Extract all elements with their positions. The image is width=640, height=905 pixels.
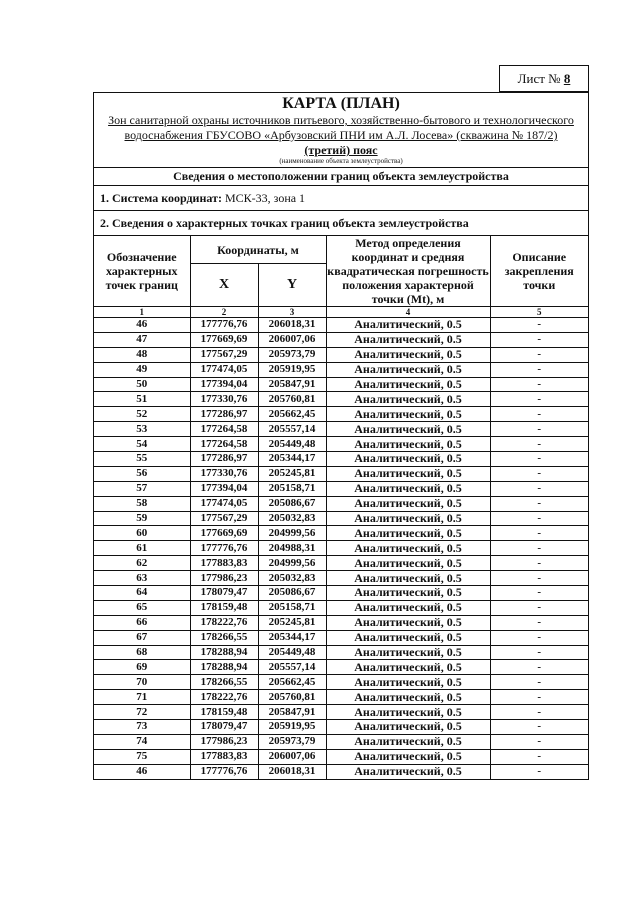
method-cell: Аналитический, 0.5 <box>326 407 490 422</box>
fixing-description-cell: - <box>490 377 588 392</box>
table-row <box>94 377 588 392</box>
y-coordinate-cell: 205973,79 <box>258 347 326 362</box>
section-title: Сведения о местоположении границ объекта землеустройства <box>94 167 588 185</box>
table-row <box>94 332 588 347</box>
table-row <box>94 347 588 362</box>
x-coordinate-cell: 177394,04 <box>190 481 258 496</box>
method-cell: Аналитический, 0.5 <box>326 332 490 347</box>
method-cell: Аналитический, 0.5 <box>326 556 490 571</box>
coordinate-system-value: МСК-33, зона 1 <box>224 191 306 205</box>
y-coordinate-cell: 205158,71 <box>258 481 326 496</box>
point-number-cell: 46 <box>94 764 190 778</box>
point-number-cell: 69 <box>94 660 190 675</box>
fixing-description-cell: - <box>490 318 588 333</box>
y-coordinate-cell: 205344,17 <box>258 630 326 645</box>
method-cell: Аналитический, 0.5 <box>326 690 490 705</box>
method-cell: Аналитический, 0.5 <box>326 466 490 481</box>
x-coordinate-cell: 177883,83 <box>190 749 258 764</box>
method-cell: Аналитический, 0.5 <box>326 720 490 735</box>
y-coordinate-cell: 204999,56 <box>258 526 326 541</box>
fixing-description-cell: - <box>490 481 588 496</box>
table-row <box>94 690 588 705</box>
fixing-description-cell: - <box>490 764 588 778</box>
y-coordinate-cell: 206007,06 <box>258 749 326 764</box>
method-cell: Аналитический, 0.5 <box>326 347 490 362</box>
y-coordinate-cell: 205032,83 <box>258 571 326 586</box>
document-frame <box>93 92 589 780</box>
fixing-description-cell: - <box>490 571 588 586</box>
y-coordinate-cell: 205557,14 <box>258 422 326 437</box>
y-coordinate-cell: 205760,81 <box>258 690 326 705</box>
fixing-description-cell: - <box>490 734 588 749</box>
point-number-cell: 71 <box>94 690 190 705</box>
x-coordinate-cell: 178288,94 <box>190 645 258 660</box>
table-row <box>94 571 588 586</box>
y-coordinate-cell: 206018,31 <box>258 764 326 778</box>
table-row <box>94 630 588 645</box>
sheet-number-box <box>499 65 589 92</box>
point-number-cell: 60 <box>94 526 190 541</box>
method-cell: Аналитический, 0.5 <box>326 615 490 630</box>
point-number-cell: 48 <box>94 347 190 362</box>
method-cell: Аналитический, 0.5 <box>326 318 490 333</box>
x-coordinate-cell: 177474,05 <box>190 496 258 511</box>
point-number-cell: 57 <box>94 481 190 496</box>
fixing-description-cell: - <box>490 720 588 735</box>
col-number: 1 <box>94 307 190 318</box>
y-coordinate-cell: 205919,95 <box>258 362 326 377</box>
point-number-cell: 50 <box>94 377 190 392</box>
x-coordinate-cell: 177264,58 <box>190 437 258 452</box>
table-row <box>94 541 588 556</box>
fixing-description-cell: - <box>490 615 588 630</box>
fixing-description-cell: - <box>490 645 588 660</box>
fixing-description-cell: - <box>490 511 588 526</box>
x-coordinate-cell: 177474,05 <box>190 362 258 377</box>
table-row <box>94 720 588 735</box>
method-cell: Аналитический, 0.5 <box>326 749 490 764</box>
fixing-description-cell: - <box>490 556 588 571</box>
point-number-cell: 72 <box>94 705 190 720</box>
method-cell: Аналитический, 0.5 <box>326 437 490 452</box>
point-number-cell: 51 <box>94 392 190 407</box>
y-coordinate-cell: 205760,81 <box>258 392 326 407</box>
fixing-description-cell: - <box>490 496 588 511</box>
x-coordinate-cell: 177394,04 <box>190 377 258 392</box>
method-cell: Аналитический, 0.5 <box>326 586 490 601</box>
x-coordinate-cell: 177567,29 <box>190 511 258 526</box>
point-number-cell: 65 <box>94 600 190 615</box>
col-desc-header: Описание закрепления точки <box>490 236 588 307</box>
y-coordinate-cell: 206018,31 <box>258 318 326 333</box>
table-row <box>94 526 588 541</box>
point-number-cell: 74 <box>94 734 190 749</box>
method-cell: Аналитический, 0.5 <box>326 600 490 615</box>
col-number: 5 <box>490 307 588 318</box>
x-coordinate-cell: 177776,76 <box>190 541 258 556</box>
fixing-description-cell: - <box>490 660 588 675</box>
method-cell: Аналитический, 0.5 <box>326 422 490 437</box>
point-number-cell: 54 <box>94 437 190 452</box>
method-cell: Аналитический, 0.5 <box>326 645 490 660</box>
x-coordinate-cell: 177986,23 <box>190 734 258 749</box>
col-number: 2 <box>190 307 258 318</box>
table-row <box>94 675 588 690</box>
point-number-cell: 68 <box>94 645 190 660</box>
point-number-cell: 58 <box>94 496 190 511</box>
fixing-description-cell: - <box>490 675 588 690</box>
method-cell: Аналитический, 0.5 <box>326 511 490 526</box>
y-coordinate-cell: 205158,71 <box>258 600 326 615</box>
points-table <box>94 235 588 779</box>
fixing-description-cell: - <box>490 422 588 437</box>
table-row <box>94 734 588 749</box>
table-row <box>94 318 588 333</box>
col-y-header: Y <box>258 264 326 307</box>
point-number-cell: 64 <box>94 586 190 601</box>
y-coordinate-cell: 205032,83 <box>258 511 326 526</box>
y-coordinate-cell: 205557,14 <box>258 660 326 675</box>
zone-label: (третий) пояс <box>304 143 378 157</box>
subtitle-line-1: Зон санитарной охраны источников питьевого, хозяйственно-бытового и технологического <box>108 113 574 127</box>
x-coordinate-cell: 178079,47 <box>190 586 258 601</box>
x-coordinate-cell: 178222,76 <box>190 690 258 705</box>
table-row <box>94 481 588 496</box>
point-number-cell: 46 <box>94 318 190 333</box>
point-number-cell: 47 <box>94 332 190 347</box>
table-row <box>94 615 588 630</box>
x-coordinate-cell: 177286,97 <box>190 452 258 467</box>
method-cell: Аналитический, 0.5 <box>326 496 490 511</box>
fixing-description-cell: - <box>490 705 588 720</box>
y-coordinate-cell: 205245,81 <box>258 466 326 481</box>
point-number-cell: 59 <box>94 511 190 526</box>
y-coordinate-cell: 205662,45 <box>258 407 326 422</box>
table-row <box>94 511 588 526</box>
fixing-description-cell: - <box>490 332 588 347</box>
point-number-cell: 49 <box>94 362 190 377</box>
sheet-label: Лист № <box>517 71 561 86</box>
points-title: 2. Сведения о характерных точках границ объекта землеустройства <box>94 210 588 235</box>
document-title: КАРТА (ПЛАН) <box>282 95 400 112</box>
fixing-description-cell: - <box>490 526 588 541</box>
table-row <box>94 645 588 660</box>
x-coordinate-cell: 177330,76 <box>190 392 258 407</box>
table-row <box>94 600 588 615</box>
table-row <box>94 705 588 720</box>
x-coordinate-cell: 178079,47 <box>190 720 258 735</box>
document-header <box>94 93 588 167</box>
y-coordinate-cell: 205847,91 <box>258 705 326 720</box>
sheet-number: 8 <box>563 71 571 86</box>
y-coordinate-cell: 205847,91 <box>258 377 326 392</box>
table-row <box>94 437 588 452</box>
table-row <box>94 407 588 422</box>
col-number: 3 <box>258 307 326 318</box>
x-coordinate-cell: 178288,94 <box>190 660 258 675</box>
point-number-cell: 75 <box>94 749 190 764</box>
method-cell: Аналитический, 0.5 <box>326 675 490 690</box>
point-number-cell: 66 <box>94 615 190 630</box>
x-coordinate-cell: 178266,55 <box>190 675 258 690</box>
table-row <box>94 660 588 675</box>
fixing-description-cell: - <box>490 437 588 452</box>
method-cell: Аналитический, 0.5 <box>326 705 490 720</box>
method-cell: Аналитический, 0.5 <box>326 481 490 496</box>
fixing-description-cell: - <box>490 630 588 645</box>
fixing-description-cell: - <box>490 586 588 601</box>
method-cell: Аналитический, 0.5 <box>326 734 490 749</box>
y-coordinate-cell: 205344,17 <box>258 452 326 467</box>
x-coordinate-cell: 177883,83 <box>190 556 258 571</box>
col-number: 4 <box>326 307 490 318</box>
method-cell: Аналитический, 0.5 <box>326 630 490 645</box>
col-method-header: Метод определения координат и средняя квадратическая погрешность положения характерной точки (Mt), м <box>327 236 489 306</box>
x-coordinate-cell: 178159,48 <box>190 600 258 615</box>
x-coordinate-cell: 177776,76 <box>190 318 258 333</box>
table-row <box>94 556 588 571</box>
fixing-description-cell: - <box>490 347 588 362</box>
table-row <box>94 362 588 377</box>
x-coordinate-cell: 177986,23 <box>190 571 258 586</box>
method-cell: Аналитический, 0.5 <box>326 377 490 392</box>
point-number-cell: 67 <box>94 630 190 645</box>
x-coordinate-cell: 177669,69 <box>190 526 258 541</box>
subtitle-line-2: водоснабжения ГБУСОВО «Арбузовский ПНИ им А.Л. Лосева» (скважина № 187/2) <box>124 128 558 142</box>
x-coordinate-cell: 178159,48 <box>190 705 258 720</box>
method-cell: Аналитический, 0.5 <box>326 452 490 467</box>
method-cell: Аналитический, 0.5 <box>326 392 490 407</box>
table-row <box>94 392 588 407</box>
point-number-cell: 70 <box>94 675 190 690</box>
fixing-description-cell: - <box>490 466 588 481</box>
method-cell: Аналитический, 0.5 <box>326 764 490 778</box>
object-caption: (наименование объекта землеустройства) <box>279 157 403 165</box>
x-coordinate-cell: 177669,69 <box>190 332 258 347</box>
y-coordinate-cell: 204988,31 <box>258 541 326 556</box>
table-row <box>94 452 588 467</box>
point-number-cell: 73 <box>94 720 190 735</box>
point-number-cell: 61 <box>94 541 190 556</box>
x-coordinate-cell: 177286,97 <box>190 407 258 422</box>
y-coordinate-cell: 205245,81 <box>258 615 326 630</box>
x-coordinate-cell: 177567,29 <box>190 347 258 362</box>
x-coordinate-cell: 178222,76 <box>190 615 258 630</box>
method-cell: Аналитический, 0.5 <box>326 571 490 586</box>
point-number-cell: 52 <box>94 407 190 422</box>
points-table-body <box>94 318 588 779</box>
point-number-cell: 55 <box>94 452 190 467</box>
table-row <box>94 586 588 601</box>
point-number-cell: 56 <box>94 466 190 481</box>
y-coordinate-cell: 206007,06 <box>258 332 326 347</box>
table-row <box>94 749 588 764</box>
col-x-header: X <box>190 264 258 307</box>
y-coordinate-cell: 205973,79 <box>258 734 326 749</box>
fixing-description-cell: - <box>490 749 588 764</box>
table-row <box>94 496 588 511</box>
table-row <box>94 466 588 481</box>
fixing-description-cell: - <box>490 541 588 556</box>
method-cell: Аналитический, 0.5 <box>326 541 490 556</box>
y-coordinate-cell: 204999,56 <box>258 556 326 571</box>
coordinate-system-label: 1. Система координат: <box>100 191 222 205</box>
x-coordinate-cell: 177776,76 <box>190 764 258 778</box>
col-coords-header: Координаты, м <box>190 236 326 264</box>
y-coordinate-cell: 205919,95 <box>258 720 326 735</box>
fixing-description-cell: - <box>490 362 588 377</box>
x-coordinate-cell: 177264,58 <box>190 422 258 437</box>
x-coordinate-cell: 177330,76 <box>190 466 258 481</box>
y-coordinate-cell: 205662,45 <box>258 675 326 690</box>
method-cell: Аналитический, 0.5 <box>326 362 490 377</box>
method-cell: Аналитический, 0.5 <box>326 660 490 675</box>
fixing-description-cell: - <box>490 690 588 705</box>
fixing-description-cell: - <box>490 452 588 467</box>
fixing-description-cell: - <box>490 407 588 422</box>
point-number-cell: 62 <box>94 556 190 571</box>
col-designation-header: Обозначение характерных точек границ <box>94 236 190 307</box>
y-coordinate-cell: 205449,48 <box>258 645 326 660</box>
method-cell: Аналитический, 0.5 <box>326 526 490 541</box>
coordinate-system <box>94 185 588 210</box>
point-number-cell: 63 <box>94 571 190 586</box>
table-row <box>94 422 588 437</box>
fixing-description-cell: - <box>490 600 588 615</box>
fixing-description-cell: - <box>490 392 588 407</box>
y-coordinate-cell: 205086,67 <box>258 496 326 511</box>
table-row <box>94 764 588 778</box>
y-coordinate-cell: 205449,48 <box>258 437 326 452</box>
point-number-cell: 53 <box>94 422 190 437</box>
y-coordinate-cell: 205086,67 <box>258 586 326 601</box>
x-coordinate-cell: 178266,55 <box>190 630 258 645</box>
